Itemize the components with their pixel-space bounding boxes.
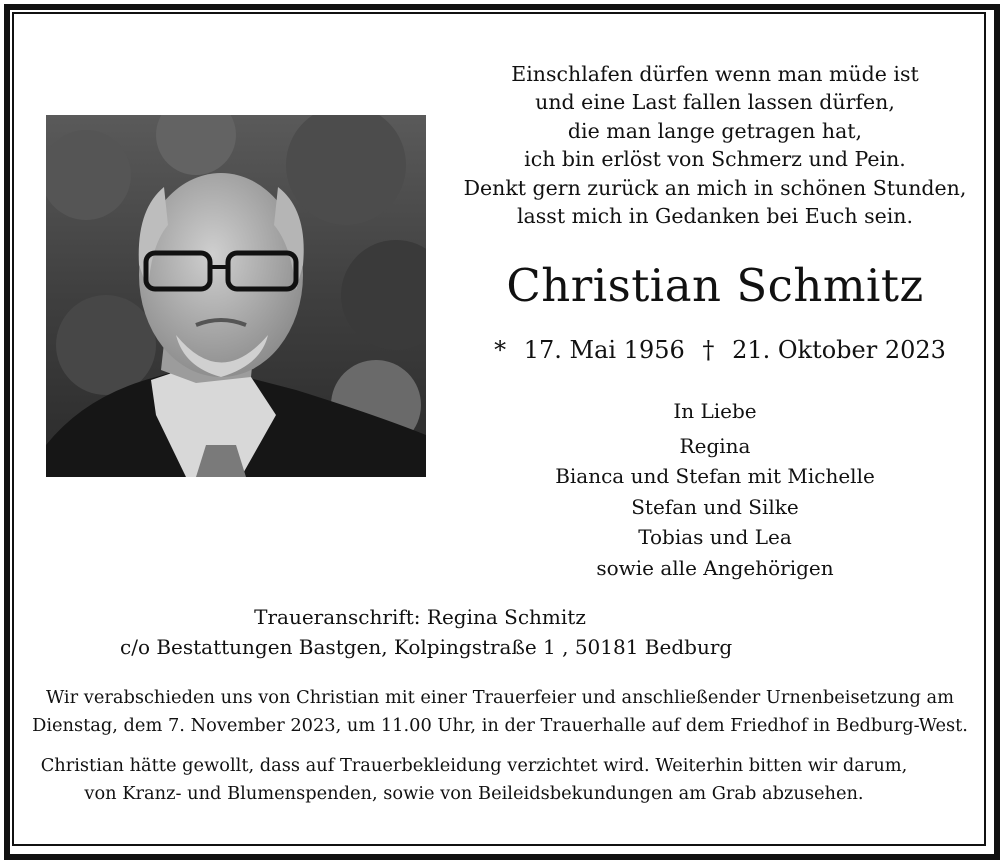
- ceremony-line: Dienstag, dem 7. November 2023, um 11.00 Uhr, in der Trauerhalle auf dem Friedhof in Bedburg-West.: [32, 715, 968, 736]
- poem-line: Denkt gern zurück an mich in schönen Stunden,: [463, 175, 967, 200]
- birth-date: 17. Mai 1956: [523, 336, 685, 364]
- deceased-name: Christian Schmitz: [506, 259, 924, 312]
- family-member: Bianca und Stefan mit Michelle: [555, 464, 875, 488]
- life-dates: [450, 334, 980, 366]
- poem-line: ich bin erlöst von Schmerz und Pein.: [524, 147, 906, 172]
- poem: [450, 60, 980, 230]
- family-member: sowie alle Angehörigen: [596, 555, 834, 580]
- poem-line: lasst mich in Gedanken bei Euch sein.: [517, 204, 913, 229]
- ceremony-notice: [24, 684, 976, 740]
- mourning-address: [120, 602, 733, 662]
- cross-icon: †: [702, 336, 715, 364]
- family-member: Regina: [679, 433, 751, 458]
- family-member: Stefan und Silke: [631, 494, 799, 519]
- portrait-photo: [46, 115, 426, 477]
- birth-symbol: *: [494, 336, 507, 364]
- address-line: Traueranschrift: Regina Schmitz: [254, 605, 586, 629]
- request-line: von Kranz- und Blumenspenden, sowie von Beileidsbekundungen am Grab abzusehen.: [84, 783, 864, 804]
- poem-line: und eine Last fallen lassen dürfen,: [535, 90, 895, 115]
- request-notice: [24, 752, 924, 808]
- death-date: 21. Oktober 2023: [732, 336, 946, 364]
- address-line: c/o Bestattungen Bastgen, Kolpingstraße 1 , 50181 Bedburg: [120, 635, 733, 659]
- poem-line: Einschlafen dürfen wenn man müde ist: [511, 62, 919, 86]
- family-intro: In Liebe: [673, 399, 757, 423]
- family-list: [450, 396, 980, 583]
- family-member: Tobias und Lea: [638, 525, 792, 549]
- ceremony-line: Wir verabschieden uns von Christian mit einer Trauerfeier und anschließender Urnenbeisetzung am: [45, 687, 955, 708]
- poem-line: die man lange getragen hat,: [567, 118, 863, 143]
- request-line: Christian hätte gewollt, dass auf Trauerbekleidung verzichtet wird. Weiterhin bitten wir darum,: [40, 755, 908, 776]
